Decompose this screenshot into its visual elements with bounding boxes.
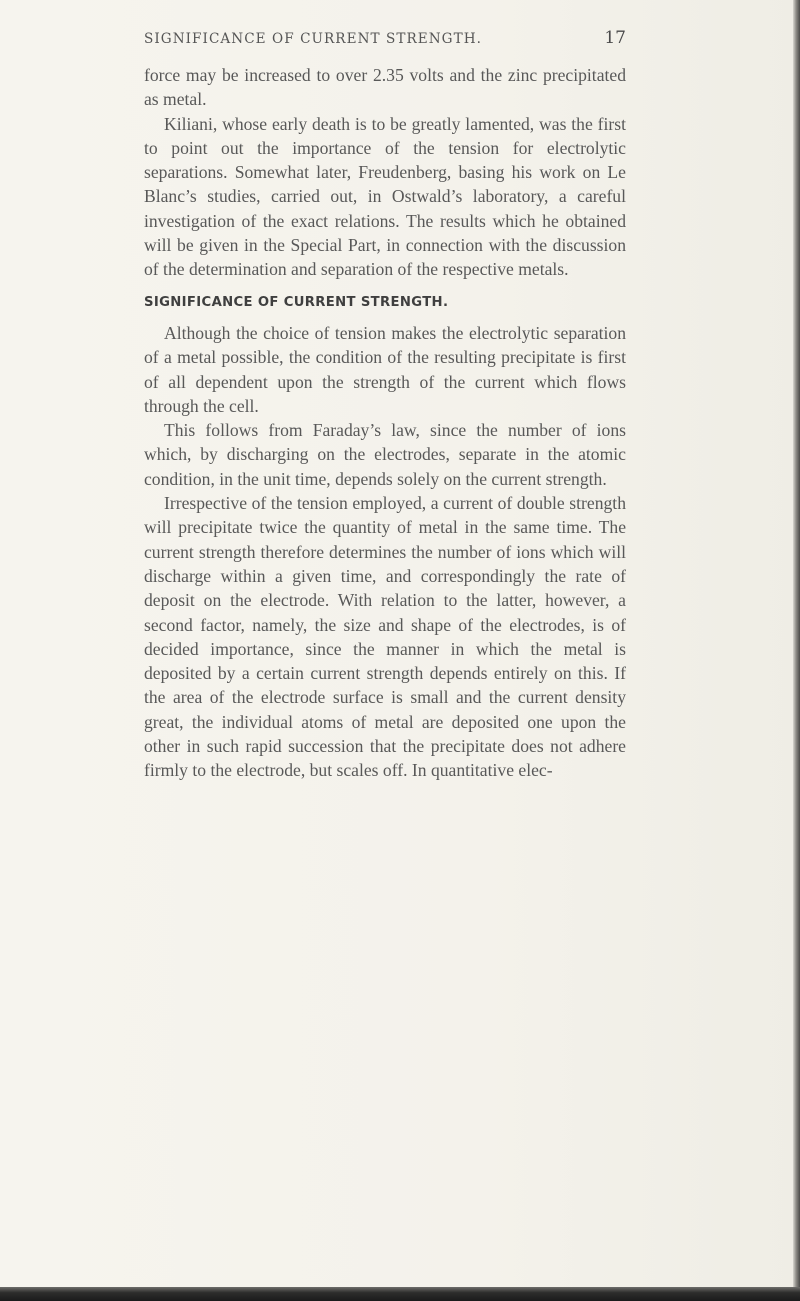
body-text xyxy=(144,63,626,783)
running-head: SIGNIFICANCE OF CURRENT STRENGTH. xyxy=(144,31,482,47)
paragraph-kiliani: Kiliani, whose early death is to be greatly lamented, was the first to point out the importance of the tension for electrolytic separations. Somewhat later, Freudenberg, basing his work on Le Blanc’s studies, carried out, in Ostwald’s laboratory, a careful investigation of the exact relations. The results which he obtained will be given in the Special Part, in connection with the discussion of the determination and separation of the respective metals. xyxy=(144,113,626,280)
paragraph-choice-of-tension: Although the choice of tension makes the electrolytic separation of a metal possible, the condition of the resulting precipitate is first of all dependent upon the strength of the current which flows through the cell. xyxy=(144,322,626,416)
page-edge-right xyxy=(793,0,800,1301)
paragraph-faraday-law: This follows from Faraday’s law, since the number of ions which, by discharging on the electrodes, separate in the atomic condition, in the unit time, depends solely on the current strength. xyxy=(144,420,626,489)
paragraph-continuation: force may be increased to over 2.35 volts and the zinc precipitated as metal. xyxy=(144,65,626,110)
page-number: 17 xyxy=(604,28,626,48)
page-header xyxy=(144,28,626,48)
page-edge-bottom xyxy=(0,1287,800,1301)
paragraph-double-strength: Irrespective of the tension employed, a current of double strength will precipitate twice the quantity of metal in the same time. The current strength therefore determines the number of ions which will discharge within a given time, and correspondingly the rate of deposit on the electrode. With relation to the latter, however, a second factor, namely, the size and shape of the electrodes, is of decided importance, since the manner in which the metal is deposited by a certain current strength depends entirely on this. If the area of the electrode surface is small and the current density great, the individual atoms of metal are deposited one upon the other in such rapid succession that the precipitate does not adhere firmly to the electrode, but scales off. In quantitative elec- xyxy=(144,493,626,781)
section-heading: SIGNIFICANCE OF CURRENT STRENGTH. xyxy=(144,294,449,310)
